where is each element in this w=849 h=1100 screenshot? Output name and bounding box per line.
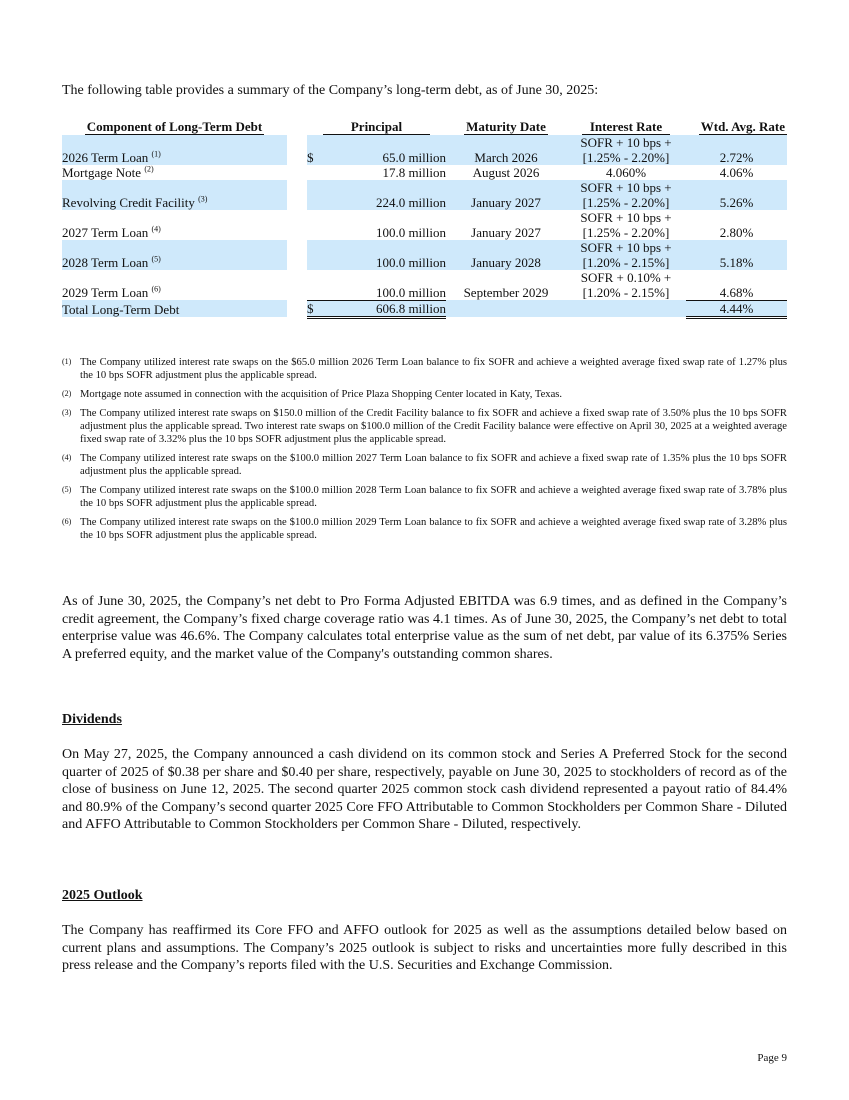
total-currency: $ <box>307 300 321 317</box>
principal-cell: 224.0 million <box>321 180 446 210</box>
header-interest-rate: Interest Rate <box>566 119 686 135</box>
principal-cell: 100.0 million <box>321 270 446 300</box>
footnote-ref: (3) <box>198 194 208 204</box>
table-header-row <box>62 119 787 135</box>
table-row <box>62 165 787 180</box>
footnote-ref: (1) <box>151 149 161 159</box>
table-total-row <box>62 300 787 317</box>
footnote-marker: (4) <box>62 453 72 462</box>
footnote-item <box>62 407 787 446</box>
footnote-item <box>62 484 787 510</box>
footnote-ref: (5) <box>151 254 161 264</box>
maturity-cell: January 2028 <box>446 240 566 270</box>
footnote-text: The Company utilized interest rate swaps on $150.0 million of the Credit Facility balance to fix SOFR and achieve a fixed swap rate of 3.50% plus the 10 bps SOFR adjustment plus the applicable spread. Two interest rate swaps on $100.0 million of the Credit Facility balance were effective on April 30, 2025 at a weighted average fixed swap rate of 3.32% plus the 10 bps SOFR adjustment plus the applicable spread. <box>80 408 787 445</box>
table-row <box>62 180 787 210</box>
principal-cell: 65.0 million <box>321 135 446 165</box>
header-maturity: Maturity Date <box>466 119 546 134</box>
footnote-ref: (2) <box>144 164 154 174</box>
total-label: Total Long-Term Debt <box>62 300 287 317</box>
component-cell: Revolving Credit Facility $^{(3)}$ <box>62 180 287 210</box>
total-wtd-rate: 4.44% <box>686 300 787 317</box>
wtd-rate-cell: 2.72% <box>686 135 787 165</box>
interest-rate-cell: SOFR + 0.10% + [1.20% - 2.15%] <box>580 270 672 300</box>
table-row <box>62 210 787 240</box>
footnote-item <box>62 356 787 382</box>
interest-rate-cell: 4.060% <box>605 165 647 180</box>
principal-cell: 17.8 million <box>382 165 446 180</box>
currency-cell: $ <box>307 135 321 165</box>
maturity-cell: August 2026 <box>472 165 540 180</box>
currency-cell <box>307 165 321 180</box>
maturity-cell: January 2027 <box>446 180 566 210</box>
wtd-rate-cell: 5.26% <box>686 180 787 210</box>
principal-cell: 100.0 million <box>321 240 446 270</box>
wtd-rate-cell: 2.80% <box>719 225 754 240</box>
wtd-rate-cell: 4.06% <box>719 165 754 180</box>
component-cell: 2026 Term Loan $^{(1)}$ <box>62 135 287 165</box>
wtd-rate-cell: 5.18% <box>686 240 787 270</box>
footnote-text: The Company utilized interest rate swaps on the $65.0 million 2026 Term Loan balance to fix SOFR and achieve a weighted average fixed swap rate of 1.27% plus the 10 bps SOFR adjustment plus the applicable spread. <box>80 357 787 381</box>
dividends-heading: Dividends <box>62 712 122 727</box>
footnote-text: The Company utilized interest rate swaps on the $100.0 million 2028 Term Loan balance to fix SOFR and achieve a weighted average fixed swap rate of 3.78% plus the 10 bps SOFR adjustment plus the applicable spread. <box>80 485 787 509</box>
footnote-ref: (6) <box>151 284 161 294</box>
footnote-marker: (1) <box>62 357 72 366</box>
maturity-cell: March 2026 <box>446 135 566 165</box>
footnote-ref: (4) <box>151 224 161 234</box>
page-number: Page 9 <box>757 1052 787 1064</box>
total-principal: 606.8 million <box>321 300 446 317</box>
maturity-cell: September 2029 <box>463 285 549 300</box>
footnote-marker: (3) <box>62 408 72 417</box>
interest-rate-cell: SOFR + 10 bps + [1.20% - 2.15%] <box>566 240 686 270</box>
interest-rate-cell: SOFR + 10 bps + [1.25% - 2.20%] <box>566 135 686 165</box>
footnote-item <box>62 516 787 542</box>
footnote-text: Mortgage note assumed in connection with the acquisition of Price Plaza Shopping Center located in Katy, Texas. <box>80 389 563 400</box>
interest-rate-cell: SOFR + 10 bps + [1.25% - 2.20%] <box>566 180 686 210</box>
component-cell: Mortgage Note $^{(2)}$ <box>62 164 154 180</box>
table-row <box>62 270 787 300</box>
footnote-item <box>62 452 787 478</box>
component-cell: 2028 Term Loan $^{(5)}$ <box>62 240 287 270</box>
footnote-marker: (6) <box>62 517 72 526</box>
footnotes <box>62 356 787 548</box>
currency-cell <box>307 240 321 270</box>
table-row <box>62 135 787 165</box>
intro-text: The following table provides a summary of the Company’s long-term debt, as of June 30, 2025: <box>62 83 599 98</box>
currency-cell <box>307 210 321 240</box>
leverage-paragraph: As of June 30, 2025, the Company’s net debt to Pro Forma Adjusted EBITDA was 6.9 times, and as defined in the Company’s credit agreement, the Company’s fixed charge coverage ratio was 4.1 times. As of June 30, 2025, the Company’s net debt to total enterprise value was 46.6%. The Company calculates total enterprise value as the sum of net debt, par value of its 6.375% Series A preferred equity, and the market value of the Company's outstanding common shares. <box>62 594 787 662</box>
wtd-rate-cell: 4.68% <box>686 270 787 300</box>
currency-cell <box>307 270 321 300</box>
footnote-text: The Company utilized interest rate swaps on the $100.0 million 2027 Term Loan balance to fix SOFR and achieve a fixed swap rate of 1.35% plus the 10 bps SOFR adjustment plus the applicable spread. <box>80 453 787 477</box>
header-wtd-avg-rate: Wtd. Avg. Rate <box>700 119 785 134</box>
currency-cell <box>307 180 321 210</box>
outlook-heading: 2025 Outlook <box>62 888 143 903</box>
component-cell: 2029 Term Loan $^{(6)}$ <box>62 284 161 300</box>
principal-cell: 100.0 million <box>375 225 446 240</box>
component-cell: 2027 Term Loan $^{(4)}$ <box>62 224 161 240</box>
maturity-cell: January 2027 <box>471 225 541 240</box>
footnote-item <box>62 388 787 401</box>
header-component: Component of Long-Term Debt <box>86 119 263 134</box>
footnote-marker: (5) <box>62 485 72 494</box>
footnote-text: The Company utilized interest rate swaps on the $100.0 million 2029 Term Loan balance to fix SOFR and achieve a weighted average fixed swap rate of 3.28% plus the 10 bps SOFR adjustment plus the applicable spread. <box>80 517 787 541</box>
table-row <box>62 240 787 270</box>
dividends-paragraph: On May 27, 2025, the Company announced a cash dividend on its common stock and Series A Preferred Stock for the second quarter of 2025 of $0.38 per share and $0.40 per share, respectively, payable on June 30, 2025 to stockholders of record as of the close of business on June 12, 2025. The second quarter 2025 common stock cash dividend represented a payout ratio of 84.4% and 80.9% of the Company’s second quarter 2025 Core FFO Attributable to Common Stockholders per Common Share - Diluted and AFFO Attributable to Common Stockholders per Common Share - Diluted, respectively. <box>62 747 787 832</box>
interest-rate-cell: SOFR + 10 bps + [1.25% - 2.20%] <box>580 210 672 240</box>
long-term-debt-table <box>62 119 787 319</box>
outlook-paragraph: The Company has reaffirmed its Core FFO and AFFO outlook for 2025 as well as the assumptions detailed below based on current plans and assumptions. The Company’s 2025 outlook is subject to risks and uncertainties more fully described in this press release and the Company’s reports filed with the U.S. Securities and Exchange Commission. <box>62 923 787 973</box>
footnote-marker: (2) <box>62 389 72 398</box>
header-principal: Principal <box>307 119 446 135</box>
